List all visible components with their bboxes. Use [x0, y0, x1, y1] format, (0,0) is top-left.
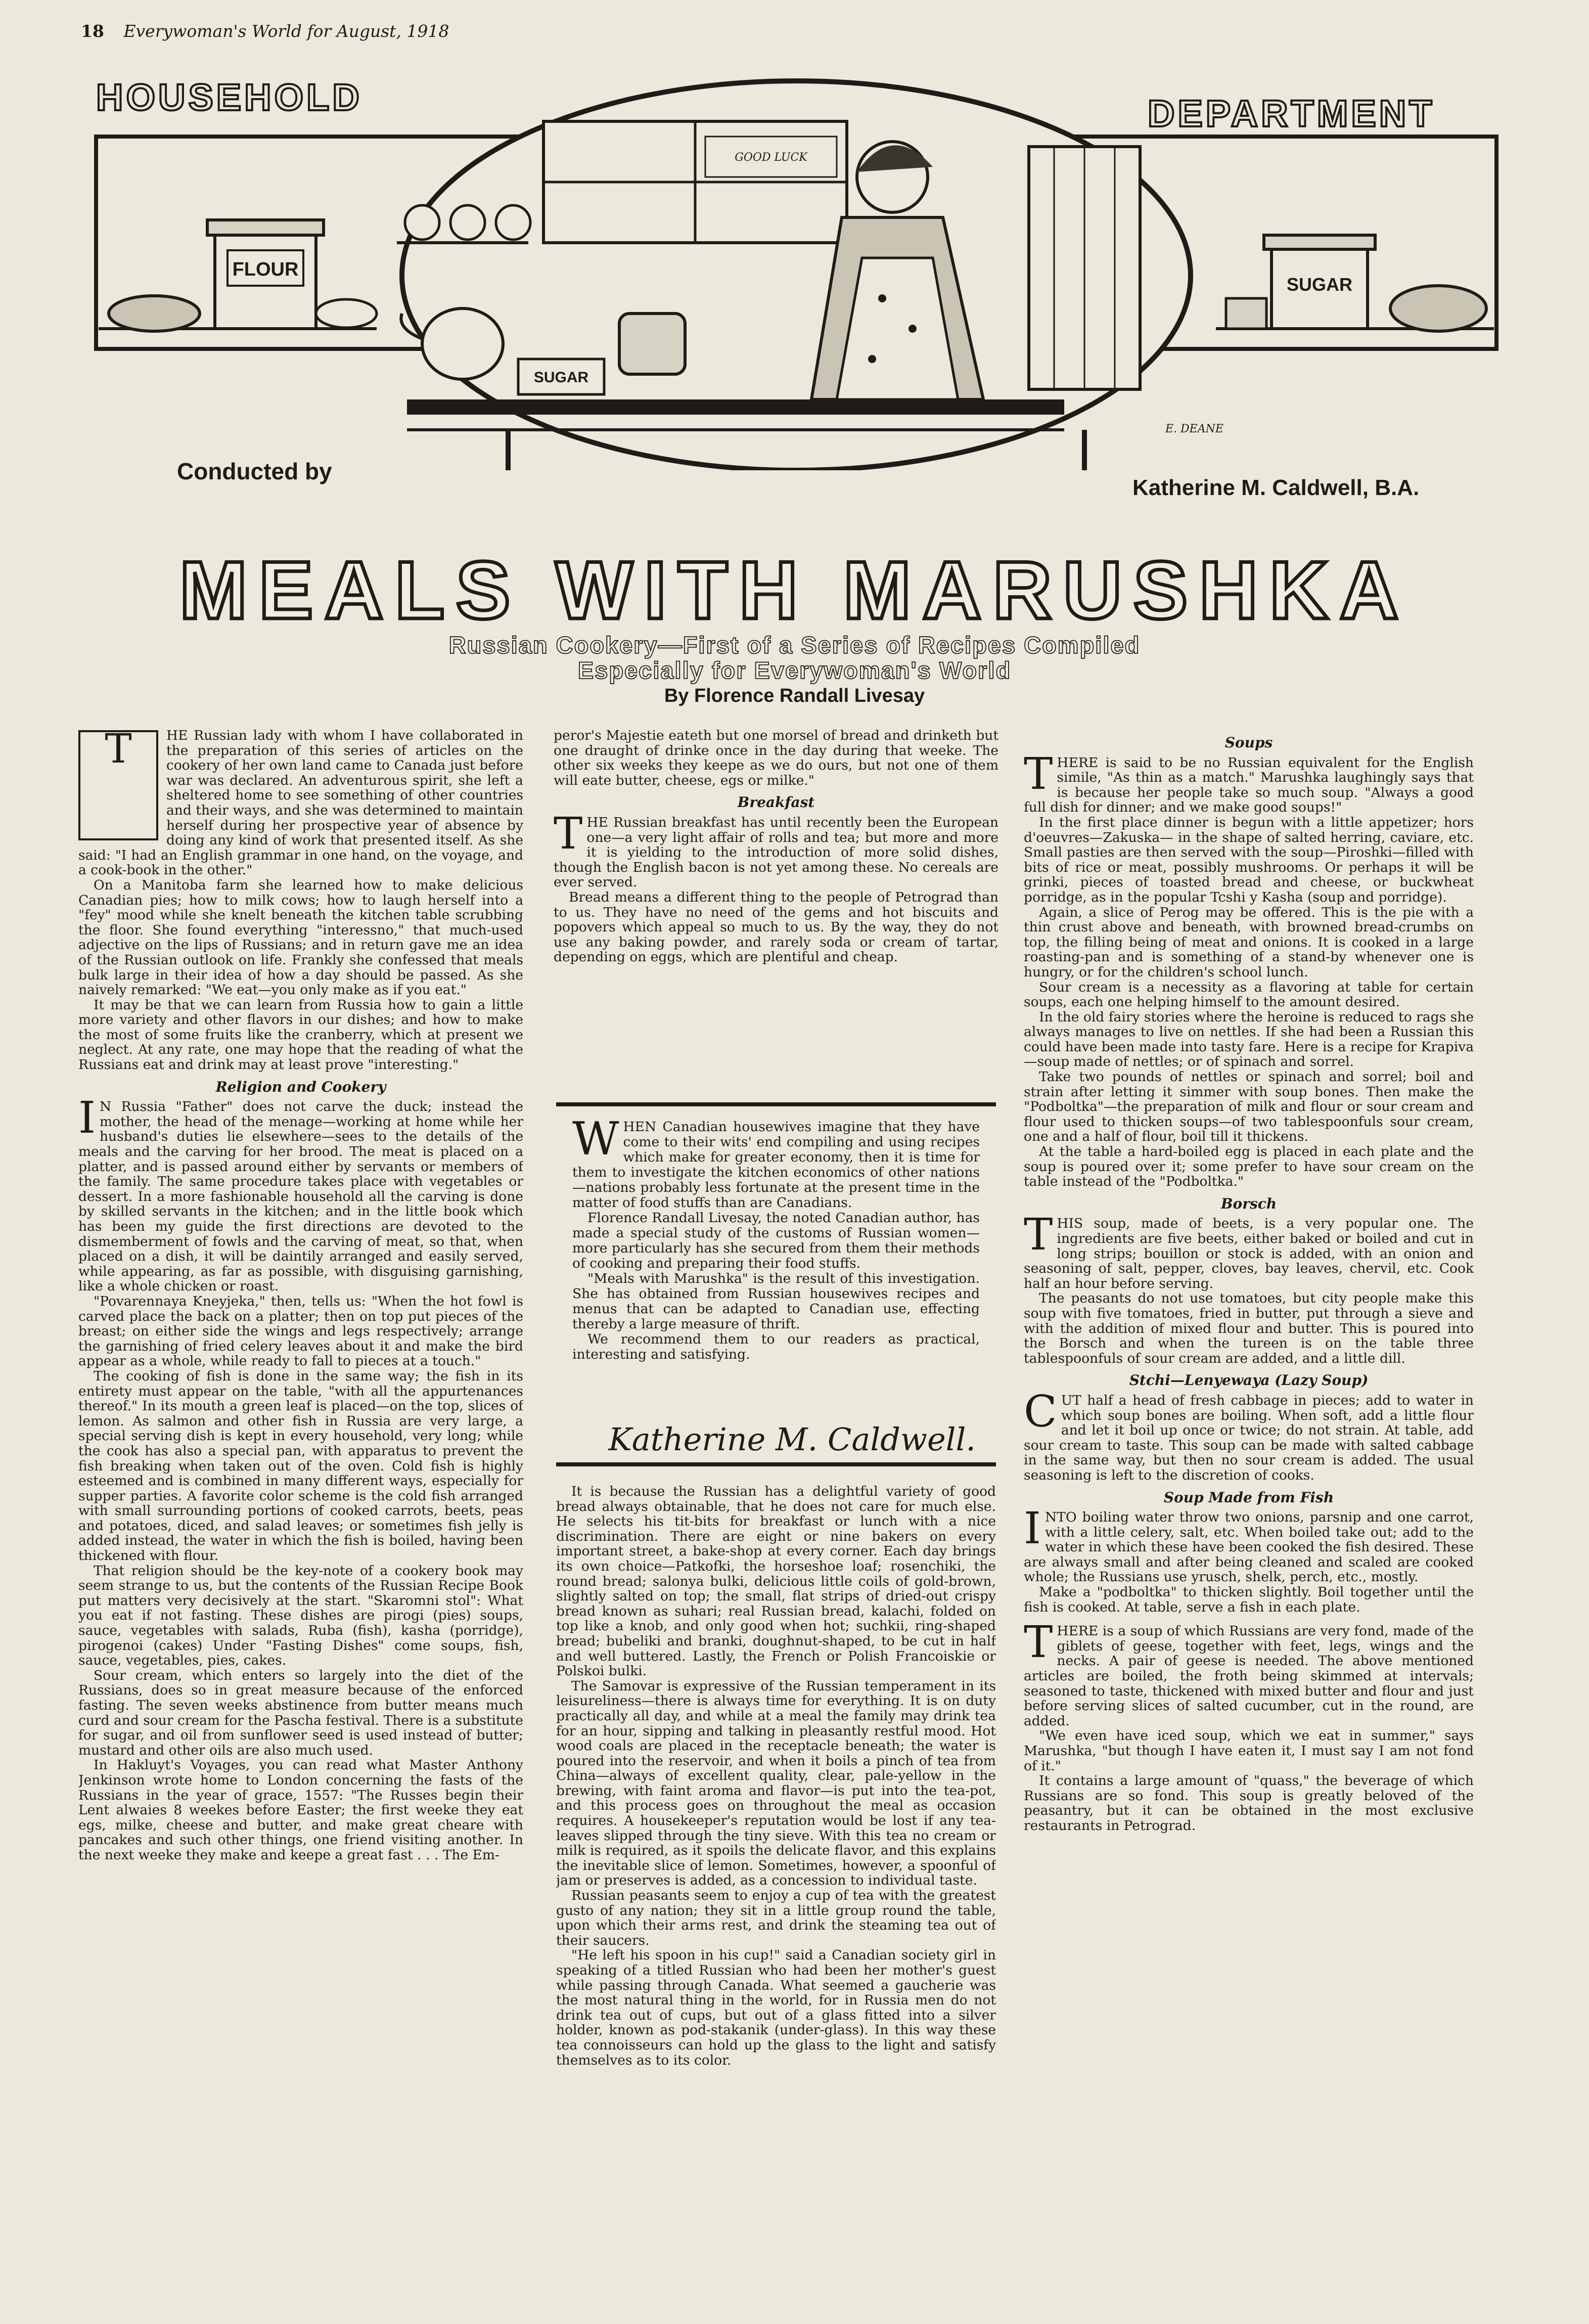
section-heading-religion: Religion and Cookery — [215, 1078, 386, 1095]
paragraph: In the first place dinner is begun with a little appetizer; hors d'oeuvres—Zakuska— in the shape of salted herring, caviare, etc. Small pasties are then served with the soup—Piroshki—filled with bits of rice or meat, possibly mushrooms. Or perhaps it will be grinki, pieces of toasted bread and cheese, or buckwheat porridge, as in the popular Tcshi y Kasha (soup and porridge). — [1024, 814, 1474, 905]
editor-note-box — [556, 1102, 996, 1466]
drop-cap: W — [572, 1112, 619, 1166]
drop-cap: T — [1024, 1617, 1053, 1668]
conducted-by-label: Conducted by — [177, 458, 332, 484]
paragraph: We recommend them to our readers as practical, interesting and satisfying. — [572, 1331, 980, 1362]
drop-cap: I — [78, 1093, 96, 1144]
paragraph: THERE is said to be no Russian equivalent for the English simile, "As thin as a match." Marushka laughingly says that is because her people take so much soup. "Always a good full dish for dinner; and we make good soups!" — [1024, 748, 1474, 816]
paragraph: Sour cream, which enters so largely into the diet of the Russians, does so in great measure because of the enforced fasting. The seven weeks abstinence from butter means much curd and sour cream for the Pascha festival. There is a substitute for sugar, and oil from sunflower seed is used instead of butter; mustard and other oils are also much used. — [78, 1667, 523, 1758]
paragraph: I N Russia "Father" does not carve the duck; instead the mother, the head of the menage—working at home while her husband's duties lie elsewhere—sees to the details of the meals and the carving for her brood. The meat is placed on a platter, and is passed around either by servants or members of the family. The same procedure takes place with vegetables or dessert. In a more fashionable household all the carving is done by skilled servants in the kitchen; and in the little book which has been my guide the first directions are devoted to the dismemberment of fowls and the carving of meat, so that, when placed on a dish, it will be daintily arranged and easily served, while appearing, as far as possible, with disguising garnishing, like a whole chicken or roast. — [78, 1093, 523, 1294]
editor-name: Katherine M. Caldwell, B.A. — [1132, 475, 1420, 500]
kettle-icon — [619, 314, 685, 374]
paragraph: "Povarennaya Kneyjeka," then, tells us: "When the hot fowl is carved place the back on a platter; then on top put pieces of the breast; on either side the wings and legs respectively; arrange the garnishing of fried celery leaves about it and make the bird appear as a whole, while ready to fall to pieces at a touch." — [78, 1293, 523, 1369]
section-heading-stchi: Stchi—Lenyewaya (Lazy Soup) — [1129, 1372, 1369, 1389]
page-number: 18 — [81, 21, 104, 41]
publication-title: Everywoman's World for August, 1918 — [123, 21, 449, 41]
paragraph: It contains a large amount of "quass," the beverage of which Russians are so fond. This soup is greatly beloved of the peasantry, but it can be obtained in the most exclusive restaurants in Petrograd. — [1024, 1773, 1474, 1834]
artist-signature: E. DEANE — [1165, 423, 1223, 435]
running-head — [81, 21, 637, 41]
paragraph: Florence Randall Livesay, the noted Canadian author, has made a special study of the customs of Russian women—more particularly has she secured from them their methods of cooking and preparing their food stuffs. — [572, 1210, 980, 1271]
banner-household: HOUSEHOLD — [96, 76, 362, 118]
paragraph: It may be that we can learn from Russia how to gain a little more variety and other flavors in our dishes; and how to make the most of some fruits like the cranberry, which at present we neglect. At any rate, one may hope that the reading of what the Russians eat and drink may at least prove "interesting." — [78, 997, 523, 1073]
editor-signature: Katherine M. Caldwell. — [608, 1421, 976, 1458]
paragraph: peror's Majestie eateth but one morsel of bread and drinketh but one draught of drinke once in the day during that weeke. The other six weeks they keepe as we do ours, but not one of them will eate butter, cheese, egs or milke." — [554, 728, 998, 788]
paragraph: Sour cream is a necessity as a flavoring at table for certain soups, each one helping himself to the amount desired. — [1024, 979, 1474, 1010]
paragraph: The cooking of fish is done in the same way; the fish in its entirety must appear on the table, "with all the appurtenances thereof." In its mouth a green leaf is placed—on the top, slices of lemon. As salmon and other fish in Russia are very large, a special serving dish is kept in every household, very long; while the cook has also a special pan, with apparatus to prevent the fish breaking when taken out of the oven. Cold fish is highly esteemed and is combined in many different ways, especially for supper parties. A favorite color scheme is the cold fish arranged with small surrounding portions of cooked carrots, beets, peas and potatoes, diced, and salad leaves; or sometimes fish jelly is added instead, the water in which the fish is boiled, having been thickened with flour. — [78, 1368, 523, 1564]
paragraph: At the table a hard-boiled egg is placed in each plate and the soup is poured over it; some prefer to have sour cream on the table instead of the "Podboltka." — [1024, 1144, 1474, 1190]
kitchen-illustration — [94, 76, 1499, 470]
paragraph: "We even have iced soup, which we eat in summer," says Marushka, "but though I have eaten it, I must say I am not fond of it." — [1024, 1728, 1474, 1774]
decorative-initial-box — [78, 730, 158, 840]
paragraph: "Meals with Marushka" is the result of this investigation. She has obtained from Russian housewives recipes and menus that can be adapted to Canadian use, effecting thereby a large measure of thrift. — [572, 1271, 980, 1332]
article-byline: By Florence Randall Livesay — [664, 685, 925, 706]
column-1 — [78, 728, 523, 2225]
drop-cap: T — [554, 808, 583, 859]
window-icon — [543, 121, 847, 243]
paragraph: In the old fairy stories where the heroine is reduced to rags she always manages to live on nettles. If she had been a Russian this could have been made into tasty fare. Here is a recipe for Krapiva—soup made of nettles; or of spinach and sorrel. — [1024, 1009, 1474, 1070]
banner-department: DEPARTMENT — [1148, 93, 1435, 135]
section-heading-borsch: Borsch — [1220, 1195, 1277, 1212]
article-subtitle-line1: Russian Cookery—First of a Series of Recipes Compiled — [448, 632, 1141, 658]
paragraph: The Samovar is expressive of the Russian temperament in its leisureliness—there is always time for everything. It is on duty practically all day, and while at a meal the family may drink tea for an hour, sipping and talking in pleasantly restful mood. Hot wood coals are placed in the receptacle beneath; the water is poured into the reservoir, and when it boils a pinch of tea from China—always of excellent quality, clear, pale-yellow in the brewing, with faint aroma and flavor—is put into the tea-pot, and this process goes on throughout the meal as occasion requires. A housekeeper's reputation would be lost if any tea-leaves slipped through the tiny sieve. With this tea no cream or milk is required, as it spoils the delicate flavor, and this explains the inevitable slice of lemon. Sometimes, however, a spoonful of jam or preserves is added, as a concession to individual taste. — [556, 1678, 996, 1889]
paragraph: THE Russian breakfast has until recently been the European one—a very light affair of rolls and tea; but more and more it is yielding to the introduction of more solid dishes, though the English bacon is not yet among these. No cereals are ever served. — [554, 808, 998, 890]
section-heading-fish-soup: Soup Made from Fish — [1163, 1489, 1334, 1506]
paragraph: It is because the Russian has a delightful variety of good bread always obtainable, that he does not care for much else. He selects his tit-bits for breakfast or lunch with a nice discrimination. There are eight or nine bakers on every important street, a bake-shop at every corner. Each day brings its own choice—Patkofki, the horseshoe loaf; rosenchiki, the round bread; salonya bulki, delicious little coils of gold-brown, slightly salted on top; the small, flat strips of dried-out crispy bread known as suhari; real Russian bread, kalachi, folded on top like a knob, and only good when hot; suchkii, ring-shaped bread; bubeliki and branki, doughnut-shaped, to be cut in half and well buttered. Lastly, the French or Polish Francoiskie or Polskoi bulki. — [556, 1484, 996, 1679]
paragraph: On a Manitoba farm she learned how to make delicious Canadian pies; how to milk cows; how to laugh herself into a "fey" mood while she knelt beneath the kitchen table scrubbing the floor. She found everything "interessno," that much-used adjective on the lips of Russians; and in return gave me an idea of the Russian outlook on life. Frankly she confessed that meals bulk large in their idea of how a day should be passed. As she naively remarked: "We eat—you only make as if you eat." — [78, 877, 523, 998]
paragraph: THERE is a soup of which Russians are very fond, made of the giblets of geese, together with feet, legs, wings and the necks. A pair of geese is needed. The above mentioned articles are boiled, the froth being skimmed at intervals; seasoned to taste, thickened with mixed butter and flour and just before serving slices of salted cucumber, cut in the round, are added. — [1024, 1617, 1474, 1729]
decorative-initial: T — [105, 728, 132, 772]
paragraph: The peasants do not use tomatoes, but city people make this soup with five tomatoes, fried in butter, put through a sieve and with the addition of mixed flour and butter. This is poured into the Borsch and when the tureen is on the table three tablespoonfuls of sour cream are added, and a little dill. — [1024, 1290, 1474, 1366]
paragraph: Bread means a different thing to the people of Petrograd than to us. They have no need of the gems and hot biscuits and popovers which appeal so much to us. By the way, they do not use any baking powder, and rarely soda or cream of tartar, depending on eggs, which are plentiful and cheap. — [554, 889, 998, 965]
section-heading-soups: Soups — [1224, 734, 1273, 751]
article-subtitle-line2: Especially for Everywoman's World — [577, 657, 1012, 684]
paragraph: Again, a slice of Perog may be offered. This is the pie with a thin crust above and beneath, with browned bread-crumbs on top, the filling being of meat and onions. It is cooked in a large roasting-pan and is something of a stand-by whenever one is hungry, or for the children's school lunch. — [1024, 904, 1474, 980]
drop-cap: T — [1024, 1210, 1053, 1261]
flour-label: FLOUR — [232, 259, 299, 280]
paragraph: That religion should be the key-note of a cookery book may seem strange to us, but the contents of the Russian Recipe Book put matters very decisively at the start. "Skaromni stol": What you eat if not fasting. These dishes are pirogi (pies) soups, sauce, vegetables with salads, Ruba (fish), kasha (porridge), pirogenoi (cakes) Under "Fasting Dishes" come soups, fish, sauce, vegetables, pies, cakes. — [78, 1562, 523, 1669]
paragraph: In Hakluyt's Voyages, you can read what Master Anthony Jenkinson wrote home to London concerning the fasts of the Russians in the year of grace, 1557: "The Russes begin their Lent alwaies 8 weekes before Easter; the first weeke they eat egs, milke, cheese and butter, and make great cheare with pancakes and such other things, one friend visiting another. In the next weeke they make and keepe a great fast . . . The Em- — [78, 1757, 523, 1863]
drop-cap: C — [1024, 1386, 1057, 1437]
sugar-box-label: SUGAR — [533, 369, 589, 386]
drop-cap: T — [1024, 748, 1053, 799]
flour-canister-icon — [207, 220, 324, 329]
paragraph: CUT half a head of fresh cabbage in pieces; add to water in which soup bones are boiling. When soft, add a little flour and let it boil up once or twice; do not strain. At table, add sour cream to taste. This soup can be made with salted cabbage in the same way, but then no sour cream is added. The usual seasoning is left to the discretion of cooks. — [1024, 1386, 1474, 1483]
paragraph: "He left his spoon in his cup!" said a Canadian society girl in speaking of a titled Russian who had been her mother's guest while passing through Canada. What seemed a gaucherie was the most natural thing in the world, for in Russia men do not drink tea out of cups, but out of a glass fitted into a silver holder, known as pod-stakanik (under-glass). In this way these tea connoisseurs can hold up the glass to the light and satisfy themselves as to its color. — [556, 1947, 996, 2068]
sugar-label: SUGAR — [1286, 274, 1353, 295]
column-2-bottom — [556, 1484, 996, 2227]
column-3 — [1024, 728, 1474, 2225]
paragraph: WHEN Canadian housewives imagine that they have come to their wits' end compiling and using recipes which make for greater economy, then it is time for them to investigate the kitchen economics of other nations—nations probably less fortunate at the present time in the matter of food stuffs than are Canadians. — [572, 1112, 980, 1211]
paragraph: THIS soup, made of beets, is a very popular one. The ingredients are five beets, either baked or boiled and cut in long strips; bouillon or stock is added, with an onion and seasoning of salt, pepper, cloves, bay leaves, chervil, etc. Cook half an hour before serving. — [1024, 1210, 1474, 1291]
article-title: MEALS WITH MARUSHKA — [179, 545, 1410, 636]
window-sign: GOOD LUCK — [735, 151, 807, 164]
column-2-top — [554, 728, 998, 1087]
paragraph: Make a "podboltka" to thicken slightly. Boil together until the fish is cooked. At table, serve a fish in each plate. — [1024, 1584, 1474, 1615]
intro-paragraph: HE Russian lady with whom I have collaborated in the preparation of this series of articles on the cookery of her own land came to Canada just before war was declared. An adventurous spirit, she left a sheltered home to see something of other countries and their ways, and she was determined to maintain herself during her prospective year of absence by doing any kind of work that presented itself. As she said: "I had an English grammar in one hand, on the voyage, and a cook-book in the other." — [78, 728, 523, 878]
section-heading-breakfast: Breakfast — [737, 794, 815, 811]
paragraph: INTO boiling water throw two onions, parsnip and one carrot, with a little celery, salt, etc. When boiled take out; add to the water in which these have been cooked the fish desired. These are always small and after being cleaned and scaled are cooked whole; the Russians use yrusch, shelk, perch, etc., mostly. — [1024, 1503, 1474, 1585]
drop-cap: I — [1024, 1503, 1041, 1554]
sugar-canister-icon — [1264, 235, 1375, 329]
paragraph: Russian peasants seem to enjoy a cup of tea with the greatest gusto of any nation; they sit in a little group round the table, upon which their arms rest, and drink the steaming tea out of their saucers. — [556, 1888, 996, 1948]
paragraph: Take two pounds of nettles or spinach and sorrel; boil and strain after letting it simmer with soup bones. Then make the "Podboltka"—the preparation of milk and flour or sour cream and flour used to thicken soups—of two tablespoonfuls sour cream, one and a half of flour, boil till it thickens. — [1024, 1069, 1474, 1145]
